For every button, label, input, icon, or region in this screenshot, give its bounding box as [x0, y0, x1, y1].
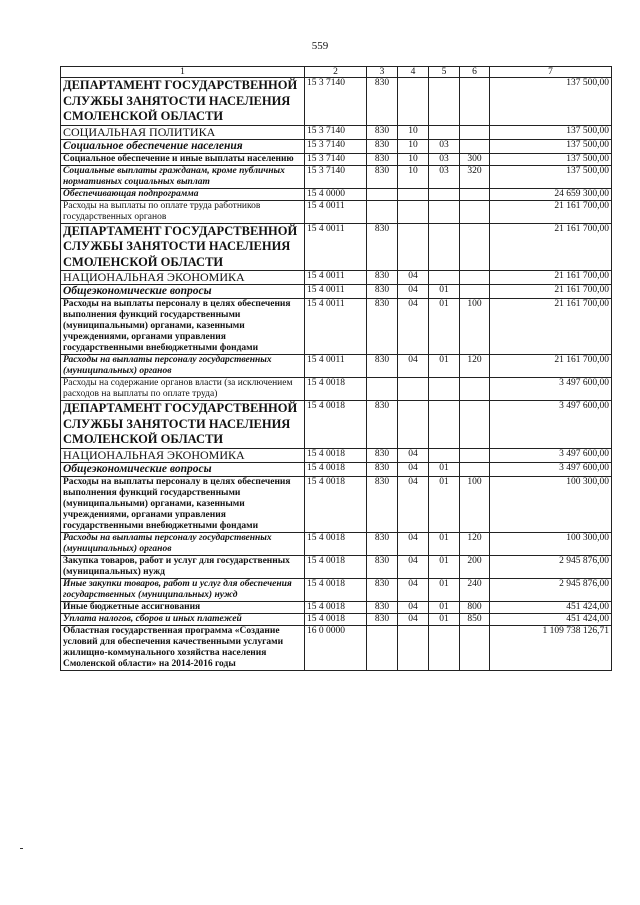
- row-name: ДЕПАРТАМЕНТ ГОСУДАРСТВЕННОЙ СЛУЖБЫ ЗАНЯТОСТИ НАСЕЛЕНИЯ СМОЛЕНСКОЙ ОБЛАСТИ: [61, 78, 305, 126]
- row-name: СОЦИАЛЬНАЯ ПОЛИТИКА: [61, 125, 305, 139]
- target-article-code: 15 3 7140: [305, 139, 367, 153]
- expense-type-code: [460, 378, 490, 401]
- department-code: 830: [367, 355, 398, 378]
- expense-type-code: [460, 188, 490, 200]
- department-code: 830: [367, 601, 398, 613]
- amount: 1 109 738 126,71: [490, 625, 612, 670]
- subsection-code: [429, 200, 460, 223]
- subsection-code: 01: [429, 355, 460, 378]
- expense-type-code: 300: [460, 153, 490, 165]
- row-name: Областная государственная программа «Создание условий для обеспечения качественными услугами жилищно-коммунального хозяйства населения Смоленской области» на 2014-2016 годы: [61, 625, 305, 670]
- department-code: [367, 378, 398, 401]
- table-row: [61, 271, 612, 285]
- section-code: [398, 401, 429, 449]
- subsection-code: 01: [429, 299, 460, 355]
- table-row: [61, 448, 612, 462]
- table-row: [61, 200, 612, 223]
- subsection-code: 01: [429, 285, 460, 299]
- column-header: 3: [367, 67, 398, 78]
- amount: 21 161 700,00: [490, 299, 612, 355]
- table-row: [61, 188, 612, 200]
- table-row: [61, 476, 612, 532]
- department-code: [367, 200, 398, 223]
- section-code: 04: [398, 601, 429, 613]
- department-code: 830: [367, 401, 398, 449]
- table-row: [61, 78, 612, 126]
- expense-type-code: [460, 271, 490, 285]
- subsection-code: 01: [429, 555, 460, 578]
- department-code: 830: [367, 165, 398, 188]
- amount: 3 497 600,00: [490, 462, 612, 476]
- target-article-code: 15 4 0018: [305, 613, 367, 625]
- column-header: 6: [460, 67, 490, 78]
- row-name: Социальные выплаты гражданам, кроме публичных нормативных социальных выплат: [61, 165, 305, 188]
- amount: 21 161 700,00: [490, 200, 612, 223]
- column-header: 4: [398, 67, 429, 78]
- subsection-code: 03: [429, 153, 460, 165]
- table-row: [61, 601, 612, 613]
- table-row: [61, 378, 612, 401]
- department-code: 830: [367, 285, 398, 299]
- row-name: Социальное обеспечение и иные выплаты населению: [61, 153, 305, 165]
- row-name: Уплата налогов, сборов и иных платежей: [61, 613, 305, 625]
- expense-type-code: 800: [460, 601, 490, 613]
- target-article-code: 15 4 0011: [305, 299, 367, 355]
- expense-type-code: 120: [460, 355, 490, 378]
- department-code: 830: [367, 532, 398, 555]
- department-code: 830: [367, 153, 398, 165]
- department-code: 830: [367, 448, 398, 462]
- target-article-code: 15 3 7140: [305, 165, 367, 188]
- target-article-code: 15 3 7140: [305, 78, 367, 126]
- table-row: [61, 125, 612, 139]
- row-name: Общеэкономические вопросы: [61, 285, 305, 299]
- expense-type-code: [460, 285, 490, 299]
- amount: 2 945 876,00: [490, 555, 612, 578]
- margin-mark: [20, 848, 23, 849]
- table-row: [61, 555, 612, 578]
- row-name: ДЕПАРТАМЕНТ ГОСУДАРСТВЕННОЙ СЛУЖБЫ ЗАНЯТОСТИ НАСЕЛЕНИЯ СМОЛЕНСКОЙ ОБЛАСТИ: [61, 223, 305, 271]
- department-code: 830: [367, 555, 398, 578]
- subsection-code: [429, 448, 460, 462]
- amount: 137 500,00: [490, 78, 612, 126]
- target-article-code: 15 4 0018: [305, 555, 367, 578]
- section-code: 04: [398, 476, 429, 532]
- department-code: [367, 625, 398, 670]
- target-article-code: 16 0 0000: [305, 625, 367, 670]
- department-code: 830: [367, 223, 398, 271]
- row-name: Иные закупки товаров, работ и услуг для обеспечения государственных (муниципальных) нужд: [61, 578, 305, 601]
- department-code: 830: [367, 271, 398, 285]
- expense-type-code: [460, 78, 490, 126]
- subsection-code: [429, 401, 460, 449]
- amount: 21 161 700,00: [490, 271, 612, 285]
- target-article-code: 15 4 0018: [305, 578, 367, 601]
- row-name: Расходы на содержание органов власти (за исключением расходов на выплаты по оплате труда): [61, 378, 305, 401]
- target-article-code: 15 4 0018: [305, 601, 367, 613]
- amount: 451 424,00: [490, 613, 612, 625]
- section-code: 10: [398, 153, 429, 165]
- amount: 21 161 700,00: [490, 223, 612, 271]
- department-code: 830: [367, 462, 398, 476]
- section-code: 10: [398, 139, 429, 153]
- amount: 3 497 600,00: [490, 448, 612, 462]
- expense-type-code: [460, 462, 490, 476]
- subsection-code: [429, 625, 460, 670]
- expense-type-code: [460, 448, 490, 462]
- expense-type-code: 320: [460, 165, 490, 188]
- table-row: [61, 625, 612, 670]
- subsection-code: 03: [429, 165, 460, 188]
- section-code: 04: [398, 613, 429, 625]
- section-code: [398, 188, 429, 200]
- row-name: НАЦИОНАЛЬНАЯ ЭКОНОМИКА: [61, 448, 305, 462]
- section-code: [398, 200, 429, 223]
- amount: 137 500,00: [490, 165, 612, 188]
- column-header: 7: [490, 67, 612, 78]
- expense-type-code: [460, 200, 490, 223]
- target-article-code: 15 3 7140: [305, 125, 367, 139]
- target-article-code: 15 4 0000: [305, 188, 367, 200]
- row-name: Расходы на выплаты персоналу государственных (муниципальных) органов: [61, 532, 305, 555]
- budget-table: [60, 66, 612, 671]
- expense-type-code: 850: [460, 613, 490, 625]
- section-code: 04: [398, 299, 429, 355]
- table-row: [61, 401, 612, 449]
- row-name: Общеэкономические вопросы: [61, 462, 305, 476]
- subsection-code: 01: [429, 532, 460, 555]
- row-name: Расходы на выплаты персоналу государственных (муниципальных) органов: [61, 355, 305, 378]
- section-code: 04: [398, 532, 429, 555]
- subsection-code: [429, 78, 460, 126]
- table-row: [61, 532, 612, 555]
- table-row: [61, 462, 612, 476]
- section-code: 04: [398, 578, 429, 601]
- subsection-code: 03: [429, 139, 460, 153]
- amount: 137 500,00: [490, 139, 612, 153]
- row-name: Социальное обеспечение населения: [61, 139, 305, 153]
- page-number: 559: [311, 40, 329, 52]
- expense-type-code: 100: [460, 476, 490, 532]
- target-article-code: 15 4 0018: [305, 462, 367, 476]
- subsection-code: [429, 188, 460, 200]
- subsection-code: [429, 223, 460, 271]
- subsection-code: [429, 125, 460, 139]
- row-name: НАЦИОНАЛЬНАЯ ЭКОНОМИКА: [61, 271, 305, 285]
- table-row: [61, 153, 612, 165]
- section-code: 04: [398, 285, 429, 299]
- amount: 3 497 600,00: [490, 401, 612, 449]
- row-name: Закупка товаров, работ и услуг для государственных (муниципальных) нужд: [61, 555, 305, 578]
- target-article-code: 15 4 0018: [305, 378, 367, 401]
- subsection-code: 01: [429, 476, 460, 532]
- target-article-code: 15 4 0018: [305, 448, 367, 462]
- subsection-code: 01: [429, 578, 460, 601]
- subsection-code: [429, 378, 460, 401]
- table-row: [61, 578, 612, 601]
- section-code: [398, 223, 429, 271]
- department-code: 830: [367, 78, 398, 126]
- section-code: 04: [398, 448, 429, 462]
- expense-type-code: 240: [460, 578, 490, 601]
- table-row: [61, 223, 612, 271]
- table-row: [61, 139, 612, 153]
- department-code: 830: [367, 578, 398, 601]
- expense-type-code: 120: [460, 532, 490, 555]
- amount: 24 659 300,00: [490, 188, 612, 200]
- amount: 100 300,00: [490, 476, 612, 532]
- department-code: 830: [367, 613, 398, 625]
- table-row: [61, 165, 612, 188]
- section-code: 04: [398, 355, 429, 378]
- target-article-code: 15 4 0011: [305, 200, 367, 223]
- section-code: [398, 78, 429, 126]
- target-article-code: 15 4 0018: [305, 401, 367, 449]
- expense-type-code: 100: [460, 299, 490, 355]
- department-code: 830: [367, 476, 398, 532]
- row-name: ДЕПАРТАМЕНТ ГОСУДАРСТВЕННОЙ СЛУЖБЫ ЗАНЯТОСТИ НАСЕЛЕНИЯ СМОЛЕНСКОЙ ОБЛАСТИ: [61, 401, 305, 449]
- column-header: 5: [429, 67, 460, 78]
- amount: 2 945 876,00: [490, 578, 612, 601]
- section-code: [398, 625, 429, 670]
- amount: 3 497 600,00: [490, 378, 612, 401]
- table-row: [61, 285, 612, 299]
- table-row: [61, 299, 612, 355]
- column-header: 1: [61, 67, 305, 78]
- subsection-code: [429, 271, 460, 285]
- target-article-code: 15 3 7140: [305, 153, 367, 165]
- amount: 100 300,00: [490, 532, 612, 555]
- amount: 137 500,00: [490, 125, 612, 139]
- section-code: [398, 378, 429, 401]
- table-row: [61, 355, 612, 378]
- target-article-code: 15 4 0011: [305, 285, 367, 299]
- expense-type-code: [460, 625, 490, 670]
- row-name: Расходы на выплаты персоналу в целях обеспечения выполнения функций государственными (муниципальными) органами, казенными учреждениями, органами управления государственными внебюджетными фондами: [61, 299, 305, 355]
- target-article-code: 15 4 0011: [305, 355, 367, 378]
- section-code: 04: [398, 462, 429, 476]
- subsection-code: 01: [429, 613, 460, 625]
- row-name: Обеспечивающая подпрограмма: [61, 188, 305, 200]
- row-name: Расходы на выплаты по оплате труда работников государственных органов: [61, 200, 305, 223]
- expense-type-code: [460, 125, 490, 139]
- section-code: 04: [398, 271, 429, 285]
- row-name: Расходы на выплаты персоналу в целях обеспечения выполнения функций государственными (муниципальными) органами, казенными учреждениями, органами управления государственными внебюджетными фондами: [61, 476, 305, 532]
- column-header-row: [61, 67, 612, 78]
- amount: 137 500,00: [490, 153, 612, 165]
- expense-type-code: 200: [460, 555, 490, 578]
- department-code: 830: [367, 299, 398, 355]
- amount: 21 161 700,00: [490, 355, 612, 378]
- subsection-code: 01: [429, 462, 460, 476]
- expense-type-code: [460, 139, 490, 153]
- department-code: [367, 188, 398, 200]
- expense-type-code: [460, 223, 490, 271]
- target-article-code: 15 4 0018: [305, 476, 367, 532]
- section-code: 04: [398, 555, 429, 578]
- expense-type-code: [460, 401, 490, 449]
- target-article-code: 15 4 0011: [305, 223, 367, 271]
- department-code: 830: [367, 139, 398, 153]
- subsection-code: 01: [429, 601, 460, 613]
- table-row: [61, 613, 612, 625]
- target-article-code: 15 4 0011: [305, 271, 367, 285]
- department-code: 830: [367, 125, 398, 139]
- row-name: Иные бюджетные ассигнования: [61, 601, 305, 613]
- section-code: 10: [398, 125, 429, 139]
- amount: 21 161 700,00: [490, 285, 612, 299]
- section-code: 10: [398, 165, 429, 188]
- amount: 451 424,00: [490, 601, 612, 613]
- budget-table-body: [61, 67, 612, 671]
- column-header: 2: [305, 67, 367, 78]
- target-article-code: 15 4 0018: [305, 532, 367, 555]
